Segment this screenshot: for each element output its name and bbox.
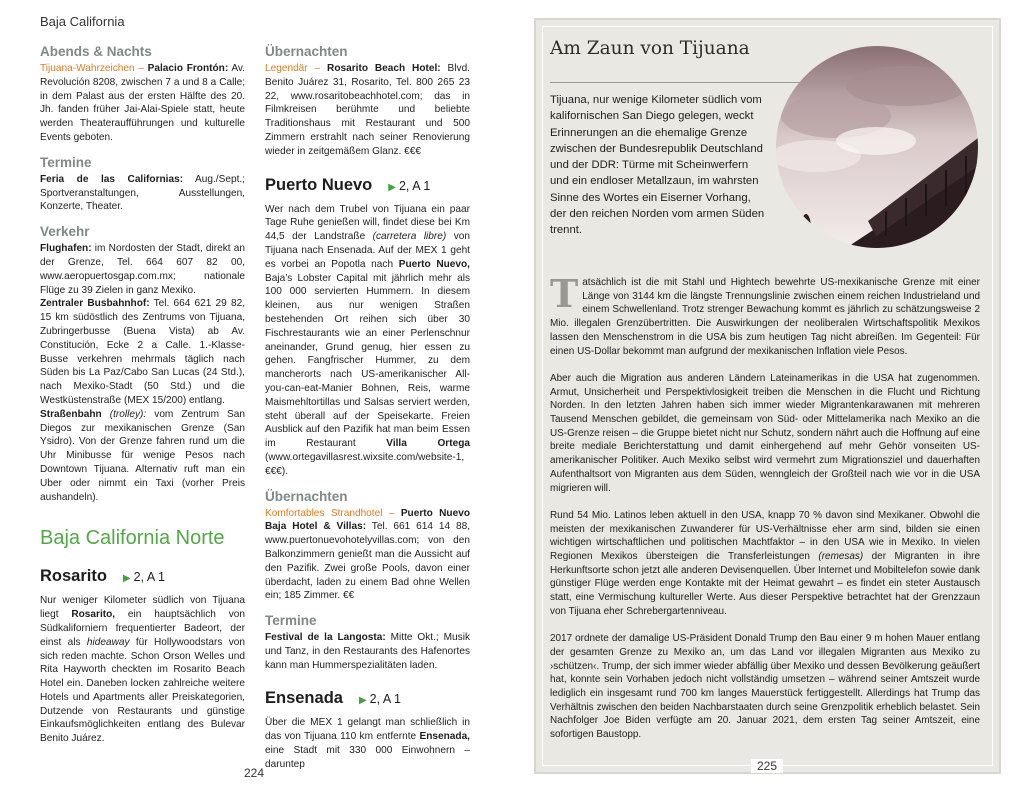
left-column-2 <box>265 44 470 772</box>
title-divider <box>550 82 800 83</box>
section-heading: Verkehr <box>40 224 90 240</box>
paragraph: Nur weniger Kilometer südlich von Tijuana liegt Rosarito, ein hauptsächlich von Südkaliforniern frequentierter Badeort, der einst als hideaway für Hollywoodstars von sich reden machte. Schon Orson Welles und Rita Hayworth checkten im Rosarito Beach Hotel ein. Daneben locken zahlreiche weitere Hotels und Apartments aller Preiskategorien, Dutzende von Restaurants und günstige Einkaufsmöglichkeiten entlang des Bulevar Benito Juárez. <box>40 595 245 745</box>
box-body <box>550 271 980 756</box>
paragraph: Straßenbahn (trolley): vom Zentrum San Diegos zur mexikanischen Grenze (San Ysidro). Von der Grenze fahren rund um die Uhr Minibusse für wenige Pesos nach Downtown Tijuana. Alternativ ruft man ein Uber oder nimmt ein Taxi (vorher Preis aushandeln). <box>40 408 245 503</box>
map-reference: ▶ 2, A 1 <box>122 570 165 585</box>
place-heading <box>265 688 470 708</box>
paragraph: Zentraler Busbahnhof: Tel. 664 621 29 82, 15 km südöstlich des Zentrums von Tijuana, Zubringerbusse (Buena Vista) ab Av. Constitución, Ecke 2 a Calle. 1.-Klasse-Busse verkehren mehrmals täglich nach Süden bis La Paz/Cabo San Lucas (24 Std.), nach Mexiko-Stadt (50 Std.) und die Westküstenstraße (MEX 15/200) entlang. <box>40 298 246 406</box>
category-tag: Legendär – <box>265 63 321 74</box>
map-arrow-icon: ▶ <box>358 695 367 707</box>
box-title: Am Zaun von Tijuana <box>550 38 750 59</box>
border-fence-photo <box>776 46 978 248</box>
box-intro: Tijuana, nur wenige Kilometer südlich vom kalifornischen San Diego gelegen, weckt Erinnerungen an die ehemalige Grenze zwischen der Bundesrepublik Deutschland und der DDR: Türme mit Scheinwerfern und ein endloser Metallzaun, im wahrsten Sinne des Wortes ein Eiserner Vorhang, der den reichen Norden vom armen Süden trennt. <box>550 94 765 237</box>
map-arrow-icon: ▶ <box>122 573 131 585</box>
place-name: Ensenada <box>265 689 343 708</box>
entry-name: Straßenbahn <box>40 408 102 420</box>
paragraph: Wer nach dem Trubel von Tijuana ein paar Tage Ruhe genießen will, findet diese bei Km 44,5 der Landstraße (carretera libre) von Tijuana nach Ensenada. Auf der MEX 1 geht es vorbei an Popotla nach Puerto Nuevo, Baja’s Lobster Capital mit jährlich mehr als 100 000 servierten Hummern. In diesem kleinen, aus nur wenigen Straßen bestehenden Ort reihen sich über 30 Fischrestaurants wie an einer Perlenschnur aneinander, Grund genug, hier essen zu gehen. Fangfrischer Hummer, zu dem mancherorts nach US-amerikanischer All-you-can-eat-Manier Bohnen, Reis, warme Maismehltortillas und Salsas serviert werden, steht überall auf der Speisekarte. Freien Ausblick auf den Pazifik hat man beim Essen im Restaurant Villa Ortega (www.ortegavillasrest.wixsite.com/website-1, €€€). <box>265 203 470 477</box>
region-heading: Baja California Norte <box>40 527 225 550</box>
map-reference: ▶ 2, A 1 <box>358 692 401 707</box>
left-column-1 <box>40 44 245 746</box>
section-heading: Übernachten <box>265 488 348 504</box>
paragraph: Aber auch die Migration aus anderen Ländern Lateinamerikas in die USA hat zugenommen. Armut, Unsicherheit und Perspektivlosigkeit treiben die Menschen in die Flucht und Richtung Norden. In den letzten Jahren haben sich immer wieder Migrantenkarawanen mit mehreren Tausend Menschen gebildet, die gemeinsam von Süd- oder Mittelamerika nach Mexiko an die US-Grenze reisen – die Gruppe bietet nicht nur Schutz, sondern nährt auch die Hoffnung auf eine breite mediale Berichterstattung und damit einhergehend auf mehr Gehör vonseiten US-amerikanischer Politiker. Auch Mexiko selbst wird vermehrt zum Migrationsziel und dauerhaften Aufenthaltsort von Migranten aus dem Süden, wenngleich der Großteil nach wie vor in die USA migrieren will. <box>550 372 980 494</box>
category-tag: Tijuana-Wahrzeichen – <box>40 63 144 74</box>
map-arrow-icon: ▶ <box>388 181 396 193</box>
event-name: Feria de las Californias: <box>40 173 184 185</box>
place-name: Rosarito <box>40 567 107 586</box>
drop-cap: T <box>550 271 579 316</box>
paragraph: Rund 54 Mio. Latinos leben aktuell in den USA, knapp 70 % davon sind Mexikaner. Obwohl die meisten der mexikanischen Zuwanderer für US-Verhältnisse eher arm sind, bilden sie einen wichtigen wirtschaftlichen und politischen Machtfaktor – in den USA wie in Mexiko. In vielen Regionen Mexikos übersteigen die Transferleistungen (remesas) der Migranten in ihre Herkunftsorte schon jetzt alle anderen Devisenquellen. Über Internet und Mobiltelefon sowie dank günstiger Flüge werden enge Kontakte mit der Heimat gewahrt – es findet ein steter Austausch statt, eine Vermischung kultureller Werte. Aus dieser Perspektive betrachtet hat der Grenzzaun von Tijuana eher Schrebergartenniveau. <box>550 509 980 617</box>
running-head: Baja California <box>40 14 125 29</box>
place-heading <box>265 175 470 195</box>
place-heading <box>40 566 245 586</box>
section-heading: Termine <box>40 154 92 170</box>
paragraph: Über die MEX 1 gelangt man schließlich in das von Tijuana 110 km entfernte Ensenada, eine Stadt mit 330 000 Einwohnern – daruntер <box>265 717 470 770</box>
page-number-left: 224 <box>244 766 265 780</box>
category-tag: Komfortables Strandhotel – <box>265 507 395 519</box>
hotel-name: Rosarito Beach Hotel: <box>327 63 441 74</box>
event-name: Festival de la Langosta: <box>265 632 386 644</box>
paragraph: Tijuana-Wahrzeichen – Palacio Frontón: Av. Revolución 8208, zwischen 7 a und 8 a Calle; in dem Palast aus der ersten Hälfte des 20. Jh. fanden früher Jai-Alai-Spiele statt, heute werden Theateraufführungen und kulturelle Events geboten. <box>40 63 245 143</box>
section-heading: Termine <box>265 613 317 629</box>
paragraph: Legendär – Rosarito Beach Hotel: Blvd. Benito Juárez 31, Rosarito, Tel. 800 265 23 22, www.rosaritobeachhotel.com; das in Filmkreisen berühmte und beliebte Traditionshaus mit Restaurant und 500 Zimmern erstrahlt nach seiner Renovierung wieder in zeitgemäßem Glanz. €€€ <box>265 63 470 157</box>
section-heading: Abends & Nachts <box>40 44 152 59</box>
section-heading: Übernachten <box>265 44 348 59</box>
page-number-right: 225 <box>751 759 783 773</box>
paragraph: Festival de la Langosta: Mitte Okt.; Musik und Tanz, in den Restaurants des Hafenortes kann man Hummerspezialitäten laden. <box>265 632 470 671</box>
paragraph: Flughafen: im Nordosten der Stadt, direkt an der Grenze, Tel. 664 607 82 00, www.aeropuertosgap.com.mx; nationale Flüge zu 39 Zielen in ganz Mexiko. <box>40 243 245 296</box>
paragraph: Feria de las Californias: Aug./Sept.; Sportveranstaltungen, Ausstellungen, Konzerte, Theater. <box>40 173 245 213</box>
entry-name: Zentraler Busbahnhof: <box>40 298 150 310</box>
paragraph: Komfortables Strandhotel – Puerto Nuevo Baja Hotel & Villas: Tel. 661 614 14 88, www.puertonuevohotelyvillas.com; von den Balkonzimmern genießt man die Aussicht auf den Pazifik. Zwei große Pools, davon einer überdacht, laden zu einem Bad ohne Wellen ein; 185 Zimmer. €€ <box>265 507 470 602</box>
map-reference: ▶ 2, A 1 <box>388 178 431 193</box>
hotel-name: Puerto Nuevo Baja Hotel & Villas: <box>265 507 470 533</box>
photo-illustration <box>776 46 978 248</box>
paragraph: 2017 ordnete der damalige US-Präsident Donald Trump den Bau einer 9 m hohen Mauer entlang der gesamten Grenze zu Mexiko an, um das Land vor illegalen Migranten aus Mexiko zu ›schützen‹. Trump, der sich immer wieder abfällig über Mexiko und dessen Bevölkerung geäußert hat, konnte sein Vorhaben jedoch nicht vollständig umsetzen – während seiner Amtszeit wurde lediglich ein insgesamt rund 700 km langes Mauerstück fertiggestellt. Allerdings hat Trump das Verhältnis zwischen den beiden Nachbarstaaten durch seine Grenzpolitik erheblich belastet. Sein Nachfolger Joe Biden verfügte am 20. Januar 2021, dem ersten Tag seiner Amtszeit, eine sofortigen Baustopp. <box>550 633 980 741</box>
place-name: Puerto Nuevo <box>265 175 373 194</box>
entry-name: Flughafen: <box>40 243 92 255</box>
venue-name: Palacio Frontón: <box>147 63 229 74</box>
paragraph: Tatsächlich ist die mit Stahl und Hightech bewehrte US-mexikanische Grenze mit einer Länge von 3144 km die längste Trennungslinie zwischen einem reichen Industrieland und einem Schwellenland. Trotz strenger Bewachung kommt es jährlich zu schätzungsweise 2 Mio. illegalen Grenzübertritten. Die Auswirkungen der neoliberalen Wirtschaftspolitik Mexikos lassen den Menschenstrom in die USA bis zum heutigen Tag nicht abreißen. Im Gegenteil: Für einen US-Dollar bekommt man aufgrund der mexikanischen Inflation viele Pesos. <box>550 271 980 357</box>
feature-box <box>534 18 1001 774</box>
